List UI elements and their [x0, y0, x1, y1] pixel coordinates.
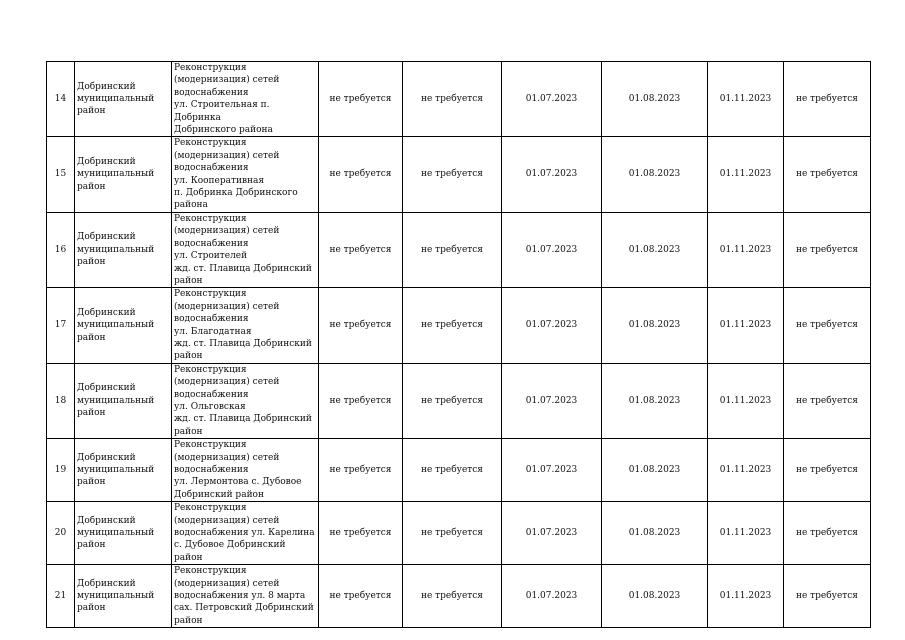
row-number-cell: 14 [47, 62, 75, 137]
row-number-cell: 17 [47, 288, 75, 363]
object-description-cell: Реконструкция (модернизация) сетей водоснабжения ул. Благодатная жд. ст. Плавица Добринский район [172, 288, 319, 363]
requirement-cell: не требуется [319, 502, 403, 565]
requirement-cell: не требуется [319, 212, 403, 287]
date-cell: 01.08.2023 [602, 565, 708, 628]
requirement-cell: не требуется [319, 565, 403, 628]
date-cell: 01.11.2023 [708, 62, 784, 137]
requirement-cell: не требуется [403, 137, 502, 212]
object-description-cell: Реконструкция (модернизация) сетей водоснабжения ул. Строителей жд. ст. Плавица Добринский район [172, 212, 319, 287]
date-cell: 01.08.2023 [602, 62, 708, 137]
requirement-cell: не требуется [403, 288, 502, 363]
requirement-cell: не требуется [784, 502, 871, 565]
requirement-cell: не требуется [319, 137, 403, 212]
date-cell: 01.07.2023 [502, 137, 602, 212]
requirement-cell: не требуется [319, 62, 403, 137]
requirement-cell: не требуется [403, 62, 502, 137]
row-number-cell: 19 [47, 439, 75, 502]
requirement-cell: не требуется [784, 565, 871, 628]
municipality-cell: Добринский муниципальный район [75, 288, 172, 363]
date-cell: 01.08.2023 [602, 363, 708, 438]
date-cell: 01.07.2023 [502, 363, 602, 438]
table-row [47, 212, 871, 287]
row-number-cell: 15 [47, 137, 75, 212]
date-cell: 01.08.2023 [602, 212, 708, 287]
row-number-cell: 16 [47, 212, 75, 287]
date-cell: 01.11.2023 [708, 439, 784, 502]
requirement-cell: не требуется [784, 212, 871, 287]
requirement-cell: не требуется [403, 363, 502, 438]
object-description-cell: Реконструкция (модернизация) сетей водоснабжения ул. Строительная п. Добринка Добринского района [172, 62, 319, 137]
requirement-cell: не требуется [319, 288, 403, 363]
municipality-cell: Добринский муниципальный район [75, 212, 172, 287]
date-cell: 01.11.2023 [708, 363, 784, 438]
requirement-cell: не требуется [319, 363, 403, 438]
requirement-cell: не требуется [784, 363, 871, 438]
table-row [47, 502, 871, 565]
row-number-cell: 20 [47, 502, 75, 565]
date-cell: 01.11.2023 [708, 212, 784, 287]
requirement-cell: не требуется [403, 439, 502, 502]
requirement-cell: не требуется [784, 62, 871, 137]
date-cell: 01.11.2023 [708, 565, 784, 628]
date-cell: 01.08.2023 [602, 439, 708, 502]
municipality-cell: Добринский муниципальный район [75, 565, 172, 628]
table-row [47, 439, 871, 502]
table-row [47, 363, 871, 438]
date-cell: 01.07.2023 [502, 439, 602, 502]
requirement-cell: не требуется [784, 439, 871, 502]
date-cell: 01.08.2023 [602, 288, 708, 363]
municipality-cell: Добринский муниципальный район [75, 137, 172, 212]
date-cell: 01.11.2023 [708, 137, 784, 212]
table-row [47, 137, 871, 212]
date-cell: 01.07.2023 [502, 62, 602, 137]
program-table [46, 61, 871, 628]
requirement-cell: не требуется [784, 288, 871, 363]
table-row [47, 62, 871, 137]
municipality-cell: Добринский муниципальный район [75, 363, 172, 438]
requirement-cell: не требуется [403, 565, 502, 628]
date-cell: 01.08.2023 [602, 502, 708, 565]
date-cell: 01.08.2023 [602, 137, 708, 212]
date-cell: 01.07.2023 [502, 502, 602, 565]
date-cell: 01.07.2023 [502, 288, 602, 363]
table-row [47, 565, 871, 628]
requirement-cell: не требуется [319, 439, 403, 502]
object-description-cell: Реконструкция (модернизация) сетей водоснабжения ул. 8 марта сах. Петровский Добринский район [172, 565, 319, 628]
table-body [47, 62, 871, 628]
municipality-cell: Добринский муниципальный район [75, 62, 172, 137]
date-cell: 01.11.2023 [708, 288, 784, 363]
requirement-cell: не требуется [403, 212, 502, 287]
requirement-cell: не требуется [784, 137, 871, 212]
date-cell: 01.11.2023 [708, 502, 784, 565]
municipality-cell: Добринский муниципальный район [75, 502, 172, 565]
date-cell: 01.07.2023 [502, 565, 602, 628]
municipality-cell: Добринский муниципальный район [75, 439, 172, 502]
object-description-cell: Реконструкция (модернизация) сетей водоснабжения ул. Ольговская жд. ст. Плавица Добринский район [172, 363, 319, 438]
date-cell: 01.07.2023 [502, 212, 602, 287]
table-row [47, 288, 871, 363]
row-number-cell: 18 [47, 363, 75, 438]
requirement-cell: не требуется [403, 502, 502, 565]
object-description-cell: Реконструкция (модернизация) сетей водоснабжения ул. Карелина с. Дубовое Добринский район [172, 502, 319, 565]
row-number-cell: 21 [47, 565, 75, 628]
object-description-cell: Реконструкция (модернизация) сетей водоснабжения ул. Кооперативная п. Добринка Добринского района [172, 137, 319, 212]
object-description-cell: Реконструкция (модернизация) сетей водоснабжения ул. Лермонтова с. Дубовое Добринский район [172, 439, 319, 502]
